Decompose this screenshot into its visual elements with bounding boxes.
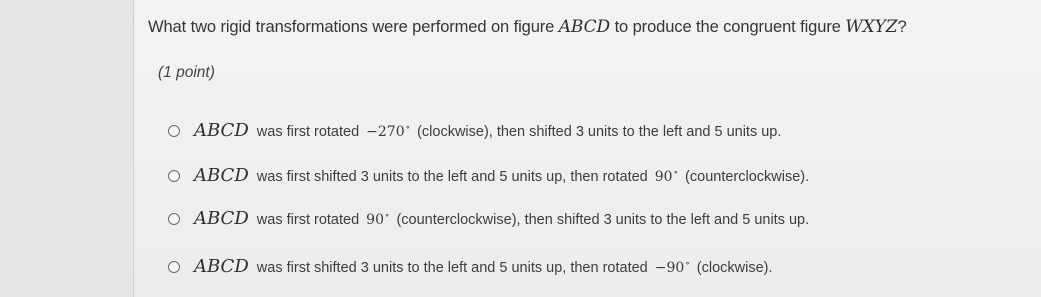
radio-button[interactable] — [168, 261, 180, 273]
option-text-part1: was first rotated — [256, 124, 360, 140]
degree-symbol: ∘ — [685, 259, 690, 269]
option-figure: ABCD — [194, 208, 249, 229]
option-figure: ABCD — [194, 165, 249, 186]
radio-button[interactable] — [168, 170, 180, 182]
question-middle: to produce the congruent figure — [614, 18, 841, 36]
degree-symbol: ∘ — [405, 123, 411, 133]
answer-option-2[interactable] — [168, 165, 809, 186]
angle-value: −270 — [366, 124, 405, 140]
option-text-part1: was first rotated — [256, 212, 360, 228]
degree-symbol: ∘ — [385, 211, 390, 221]
option-text — [194, 165, 809, 186]
angle-value: −90 — [654, 260, 685, 276]
option-angle — [655, 260, 690, 276]
answer-option-4[interactable] — [168, 256, 773, 277]
option-angle — [366, 124, 410, 140]
option-text — [194, 208, 809, 229]
option-text-part2: (counterclockwise), then shifted 3 units to the left and 5 units up. — [396, 212, 810, 228]
option-angle — [655, 169, 678, 185]
degree-symbol: ∘ — [673, 168, 679, 178]
answer-option-3[interactable] — [168, 208, 809, 229]
option-text-part1: was first shifted 3 units to the left and 5 units up, then rotated — [256, 169, 648, 185]
angle-value: 90 — [366, 212, 384, 228]
answer-option-1[interactable] — [168, 120, 781, 141]
option-text — [194, 120, 781, 141]
figure-wxyz: WXYZ — [845, 17, 898, 37]
points-label: (1 point) — [158, 64, 215, 81]
option-text-part2: (counterclockwise). — [685, 169, 810, 185]
question-prefix: What two rigid transformations were performed on figure — [148, 18, 555, 36]
option-angle — [366, 212, 389, 228]
angle-value: 90 — [654, 169, 673, 185]
radio-button[interactable] — [168, 213, 180, 225]
option-text-part2: (clockwise). — [696, 260, 773, 276]
option-figure: ABCD — [194, 120, 249, 141]
option-text — [194, 256, 773, 277]
radio-button[interactable] — [168, 125, 180, 137]
option-text-part2: (clockwise), then shifted 3 units to the left and 5 units up. — [417, 124, 782, 140]
question-mark: ? — [897, 18, 907, 36]
option-text-part1: was first shifted 3 units to the left and 5 units up, then rotated — [256, 260, 648, 276]
figure-abcd: ABCD — [558, 17, 611, 37]
question-card — [133, 0, 1041, 297]
option-figure: ABCD — [194, 256, 249, 277]
question-text — [148, 17, 907, 37]
